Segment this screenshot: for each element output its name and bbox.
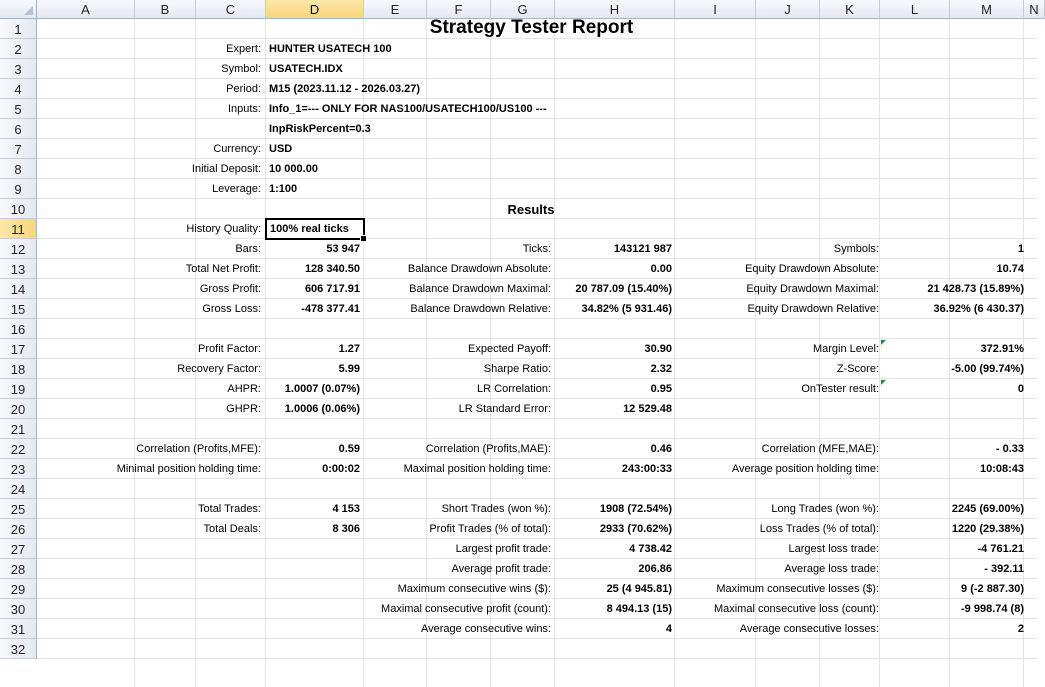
row-header-13[interactable]: 13 bbox=[0, 259, 37, 279]
metric-value: 10.74 bbox=[996, 263, 1024, 275]
metric-value: 0.59 bbox=[338, 443, 360, 455]
metric-value: 25 (4 945.81) bbox=[606, 583, 672, 595]
column-header-e[interactable]: E bbox=[364, 0, 427, 19]
row-header-18[interactable]: 18 bbox=[0, 359, 37, 379]
row-header-2[interactable]: 2 bbox=[0, 39, 37, 59]
metric-label: Sharpe Ratio: bbox=[483, 363, 551, 375]
column-header-m[interactable]: M bbox=[950, 0, 1024, 19]
metric-value: 1220 (29.38%) bbox=[951, 523, 1024, 535]
metric-value: 1.27 bbox=[338, 343, 360, 355]
metric-label: Equity Drawdown Maximal: bbox=[746, 283, 879, 295]
metric-value: 21 428.73 (15.89%) bbox=[927, 283, 1024, 295]
row-header-14[interactable]: 14 bbox=[0, 279, 37, 299]
metric-value: 372.91% bbox=[980, 343, 1024, 355]
row-header-20[interactable]: 20 bbox=[0, 399, 37, 419]
metric-label: Correlation (Profits,MFE): bbox=[136, 443, 261, 455]
metric-label: Expected Payoff: bbox=[468, 343, 551, 355]
row-header-28[interactable]: 28 bbox=[0, 559, 37, 579]
metric-label: Total Net Profit: bbox=[185, 263, 261, 275]
metric-label: Bars: bbox=[235, 243, 261, 255]
row-header-11[interactable]: 11 bbox=[0, 219, 37, 239]
metric-label: Total Deals: bbox=[203, 523, 261, 535]
metric-label: Z-Score: bbox=[836, 363, 879, 375]
select-all-corner[interactable] bbox=[0, 0, 37, 19]
metric-label: Maximum consecutive wins ($): bbox=[397, 583, 551, 595]
metric-value: 10:08:43 bbox=[979, 463, 1024, 475]
metric-value: 0.46 bbox=[650, 443, 672, 455]
row-header-9[interactable]: 9 bbox=[0, 179, 37, 199]
metric-value: 12 529.48 bbox=[623, 403, 672, 415]
history-quality-value[interactable]: 100% real ticks bbox=[270, 223, 349, 235]
metric-value: 1 bbox=[1017, 243, 1024, 255]
setting-value: 1:100 bbox=[269, 183, 298, 195]
metric-value: 8 494.13 (15) bbox=[606, 603, 672, 615]
row-header-8[interactable]: 8 bbox=[0, 159, 37, 179]
metric-label: Profit Factor: bbox=[198, 343, 261, 355]
metric-label: Short Trades (won %): bbox=[441, 503, 551, 515]
metric-label: Profit Trades (% of total): bbox=[429, 523, 551, 535]
report-title: Strategy Tester Report bbox=[429, 17, 634, 38]
metric-value: -478 377.41 bbox=[301, 303, 360, 315]
row-header-7[interactable]: 7 bbox=[0, 139, 37, 159]
row-header-23[interactable]: 23 bbox=[0, 459, 37, 479]
metric-value: 1908 (72.54%) bbox=[599, 503, 672, 515]
comment-indicator bbox=[881, 340, 886, 345]
metric-label: Equity Drawdown Absolute: bbox=[745, 263, 879, 275]
metric-value: 2.32 bbox=[650, 363, 672, 375]
setting-value: 10 000.00 bbox=[269, 163, 318, 175]
metric-value: - 392.11 bbox=[984, 563, 1024, 575]
row-header-29[interactable]: 29 bbox=[0, 579, 37, 599]
setting-label: Period: bbox=[226, 83, 261, 95]
metric-value: 5.99 bbox=[338, 363, 360, 375]
metric-value: 1.0007 (0.07%) bbox=[284, 383, 360, 395]
metric-value: 1.0006 (0.06%) bbox=[284, 403, 360, 415]
metric-value: 36.92% (6 430.37) bbox=[933, 303, 1024, 315]
metric-label: LR Standard Error: bbox=[458, 403, 551, 415]
metric-label: Gross Loss: bbox=[202, 303, 261, 315]
row-header-3[interactable]: 3 bbox=[0, 59, 37, 79]
row-header-24[interactable]: 24 bbox=[0, 479, 37, 499]
metric-label: Maximal consecutive profit (count): bbox=[381, 603, 551, 615]
metric-value: 143121 987 bbox=[613, 243, 672, 255]
history-quality-label: History Quality: bbox=[186, 223, 261, 235]
metric-label: Maximal position holding time: bbox=[403, 463, 551, 475]
metric-label: Largest loss trade: bbox=[788, 543, 879, 555]
setting-label: Initial Deposit: bbox=[191, 163, 261, 175]
metric-label: Ticks: bbox=[522, 243, 551, 255]
column-header-i[interactable]: I bbox=[675, 0, 756, 19]
metric-label: Loss Trades (% of total): bbox=[759, 523, 879, 535]
metric-label: Average consecutive losses: bbox=[739, 623, 879, 635]
metric-label: Average loss trade: bbox=[784, 563, 879, 575]
metric-value: 4 bbox=[665, 623, 672, 635]
metric-value: 4 738.42 bbox=[629, 543, 672, 555]
comment-indicator bbox=[881, 380, 886, 385]
setting-value: M15 (2023.11.12 - 2026.03.27) bbox=[269, 83, 421, 95]
metric-label: Recovery Factor: bbox=[177, 363, 261, 375]
row-header-16[interactable]: 16 bbox=[0, 319, 37, 339]
column-header-b[interactable]: B bbox=[135, 0, 196, 19]
column-header-d[interactable]: D bbox=[266, 0, 364, 19]
row-header-26[interactable]: 26 bbox=[0, 519, 37, 539]
setting-value: Info_1=--- ONLY FOR NAS100/USATECH100/US100 --- bbox=[269, 103, 547, 115]
metric-label: Average profit trade: bbox=[451, 563, 551, 575]
metric-value: 606 717.91 bbox=[304, 283, 360, 295]
metric-value: 20 787.09 (15.40%) bbox=[575, 283, 672, 295]
metric-value: -5.00 (99.74%) bbox=[951, 363, 1024, 375]
metric-value: - 0.33 bbox=[995, 443, 1024, 455]
metric-value: -4 761.21 bbox=[977, 543, 1024, 555]
row-header-19[interactable]: 19 bbox=[0, 379, 37, 399]
metric-value: 4 153 bbox=[332, 503, 360, 515]
metric-label: Maximal consecutive loss (count): bbox=[713, 603, 879, 615]
metric-label: Balance Drawdown Maximal: bbox=[409, 283, 551, 295]
metric-value: 2245 (69.00%) bbox=[951, 503, 1024, 515]
row-header-31[interactable]: 31 bbox=[0, 619, 37, 639]
setting-label: Symbol: bbox=[221, 63, 261, 75]
metric-label: Long Trades (won %): bbox=[771, 503, 879, 515]
metric-label: Balance Drawdown Absolute: bbox=[407, 263, 551, 275]
metric-label: Correlation (MFE,MAE): bbox=[761, 443, 879, 455]
metric-value: 30.90 bbox=[644, 343, 672, 355]
metric-label: Equity Drawdown Relative: bbox=[747, 303, 879, 315]
row-header-27[interactable]: 27 bbox=[0, 539, 37, 559]
column-header-a[interactable]: A bbox=[37, 0, 135, 19]
metric-label: Total Trades: bbox=[198, 503, 261, 515]
metric-value: 2 bbox=[1017, 623, 1024, 635]
gridline-horizontal bbox=[37, 658, 1037, 659]
row-header-17[interactable]: 17 bbox=[0, 339, 37, 359]
column-header-g[interactable]: G bbox=[491, 0, 555, 19]
column-header-j[interactable]: J bbox=[756, 0, 820, 19]
setting-value: HUNTER USATECH 100 bbox=[269, 43, 392, 55]
metric-label: Average position holding time: bbox=[731, 463, 879, 475]
metric-value: 0.00 bbox=[650, 263, 672, 275]
setting-label: Currency: bbox=[213, 143, 261, 155]
metric-label: Minimal position holding time: bbox=[116, 463, 261, 475]
metric-value: 206.86 bbox=[638, 563, 672, 575]
setting-label: Leverage: bbox=[212, 183, 261, 195]
metric-label: OnTester result: bbox=[801, 383, 879, 395]
metric-value: 0 bbox=[1017, 383, 1024, 395]
metric-label: Margin Level: bbox=[812, 343, 879, 355]
row-header-1[interactable]: 1 bbox=[0, 19, 37, 39]
column-header-l[interactable]: L bbox=[880, 0, 950, 19]
row-header-21[interactable]: 21 bbox=[0, 419, 37, 439]
setting-value: InpRiskPercent=0.3 bbox=[269, 123, 371, 135]
metric-value: 2933 (70.62%) bbox=[599, 523, 672, 535]
row-header-12[interactable]: 12 bbox=[0, 239, 37, 259]
column-header-n[interactable]: N bbox=[1024, 0, 1045, 19]
metric-value: 53 947 bbox=[326, 243, 360, 255]
metric-label: Correlation (Profits,MAE): bbox=[425, 443, 551, 455]
setting-value: USATECH.IDX bbox=[269, 63, 343, 75]
row-header-30[interactable]: 30 bbox=[0, 599, 37, 619]
row-header-10[interactable]: 10 bbox=[0, 199, 37, 219]
column-header-c[interactable]: C bbox=[196, 0, 266, 19]
metric-value: 128 340.50 bbox=[304, 263, 360, 275]
results-title: Results bbox=[507, 202, 555, 217]
row-header-5[interactable]: 5 bbox=[0, 99, 37, 119]
row-header-22[interactable]: 22 bbox=[0, 439, 37, 459]
row-header-25[interactable]: 25 bbox=[0, 499, 37, 519]
metric-label: Balance Drawdown Relative: bbox=[410, 303, 551, 315]
metric-value: 0:00:02 bbox=[322, 463, 360, 475]
metric-label: Symbols: bbox=[833, 243, 879, 255]
metric-label: LR Correlation: bbox=[477, 383, 551, 395]
metric-label: Largest profit trade: bbox=[455, 543, 551, 555]
row-header-32[interactable]: 32 bbox=[0, 639, 37, 659]
metric-value: 34.82% (5 931.46) bbox=[581, 303, 672, 315]
metric-value: 9 (-2 887.30) bbox=[961, 583, 1024, 595]
metric-value: -9 998.74 (8) bbox=[961, 603, 1024, 615]
setting-label: Expert: bbox=[226, 43, 261, 55]
metric-label: Average consecutive wins: bbox=[420, 623, 551, 635]
metric-label: GHPR: bbox=[226, 403, 261, 415]
setting-label: Inputs: bbox=[227, 103, 261, 115]
metric-label: Maximum consecutive losses ($): bbox=[716, 583, 879, 595]
row-header-15[interactable]: 15 bbox=[0, 299, 37, 319]
metric-label: AHPR: bbox=[227, 383, 261, 395]
setting-label bbox=[37, 119, 261, 139]
metric-value: 243:00:33 bbox=[621, 463, 672, 475]
metric-label: Gross Profit: bbox=[199, 283, 261, 295]
metric-value: 8 306 bbox=[332, 523, 360, 535]
column-header-h[interactable]: H bbox=[555, 0, 675, 19]
row-header-4[interactable]: 4 bbox=[0, 79, 37, 99]
column-header-k[interactable]: K bbox=[820, 0, 880, 19]
column-header-f[interactable]: F bbox=[427, 0, 491, 19]
metric-value: 0.95 bbox=[650, 383, 672, 395]
row-header-6[interactable]: 6 bbox=[0, 119, 37, 139]
setting-value: USD bbox=[269, 143, 293, 155]
